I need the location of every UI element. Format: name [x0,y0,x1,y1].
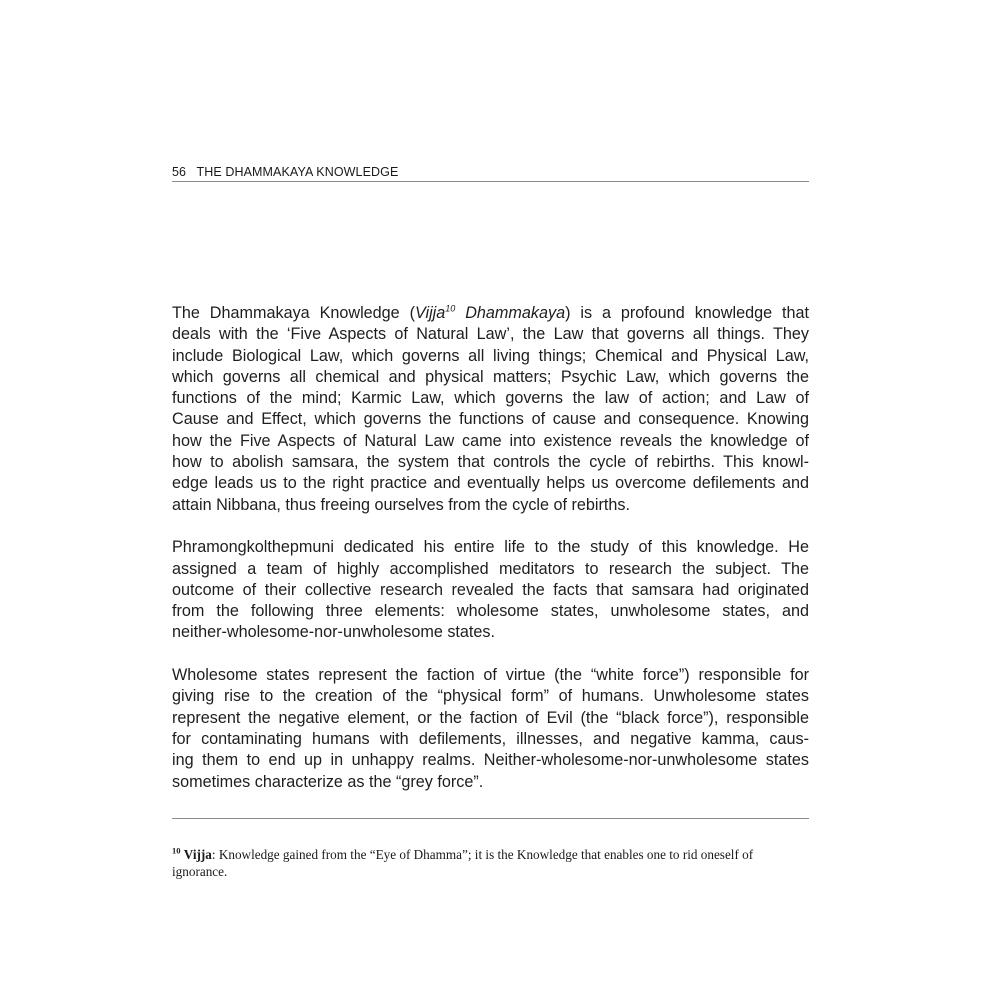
running-header [172,165,809,182]
paragraph-line: assigned a team of highly accomplished meditators to research the subject. The [172,559,809,578]
paragraph-line: Cause and Effect, which governs the functions of cause and consequence. Knowing [172,410,809,429]
running-title: THE DHAMMAKAYA KNOWLEDGE [196,165,399,179]
paragraph-line: neither-wholesome-nor-unwholesome states. [172,623,496,642]
footnote-text: : Knowledge gained from the “Eye of Dhamma”; it is the Knowledge that enables one to rid oneself of ignorance. [172,847,754,879]
footnote-divider [172,818,809,819]
paragraph-1 [172,303,809,516]
paragraph-line: from the following three elements: wholesome states, unwholesome states, and [172,602,809,621]
vijja-term: Vijja [414,304,446,322]
paragraph-2 [172,537,809,643]
paragraph-3 [172,665,809,793]
paragraph-line: outcome of their collective research revealed the facts that samsara had originated [172,580,809,599]
paragraph-line: Phramongkolthepmuni dedicated his entire life to the study of this knowledge. He [172,538,809,557]
paragraph-line: represent the negative element, or the faction of Evil (the “black force”), responsible [172,708,809,727]
paragraph-line: how the Five Aspects of Natural Law came into existence reveals the knowledge of [172,431,809,450]
footnote [172,846,809,880]
paragraph-line: which governs all chemical and physical matters; Psychic Law, which governs the [172,367,809,386]
paragraph-line: giving rise to the creation of the “physical form” of humans. Unwholesome states [172,687,809,706]
body-text [172,303,809,814]
dhammakaya-term: Dhammakaya [455,304,566,322]
paragraph-line: deals with the ‘Five Aspects of Natural Law’, the Law that governs all things. They [172,325,809,344]
paragraph-line: sometimes characterize as the “grey force”. [172,772,484,791]
paragraph-line: Wholesome states represent the faction of virtue (the “white force”) responsible for [172,666,809,685]
footnote-reference[interactable]: 10 [445,303,456,314]
paragraph-line: for contaminating humans with defilements, illnesses, and negative kamma, caus- [172,729,809,748]
footnote-term: Vijja [183,847,212,862]
paragraph-line: functions of the mind; Karmic Law, which governs the law of action; and Law of [172,389,809,408]
footnote-number: 10 [172,845,181,856]
paragraph-line: The Dhammakaya Knowledge (Vijja$^{10}$ Dhammakaya) is a profound knowledge that [172,303,810,322]
paragraph-line: include Biological Law, which governs all living things; Chemical and Physical Law, [172,346,809,365]
page-number: 56 [172,165,187,179]
paragraph-line: edge leads us to the right practice and eventually helps us overcome defilements and [172,474,809,493]
paragraph-line: how to abolish samsara, the system that controls the cycle of rebirths. This knowl- [172,453,809,472]
paragraph-line: ing them to end up in unhappy realms. Neither-wholesome-nor-unwholesome states [172,751,809,770]
paragraph-line: attain Nibbana, thus freeing ourselves from the cycle of rebirths. [172,495,630,514]
